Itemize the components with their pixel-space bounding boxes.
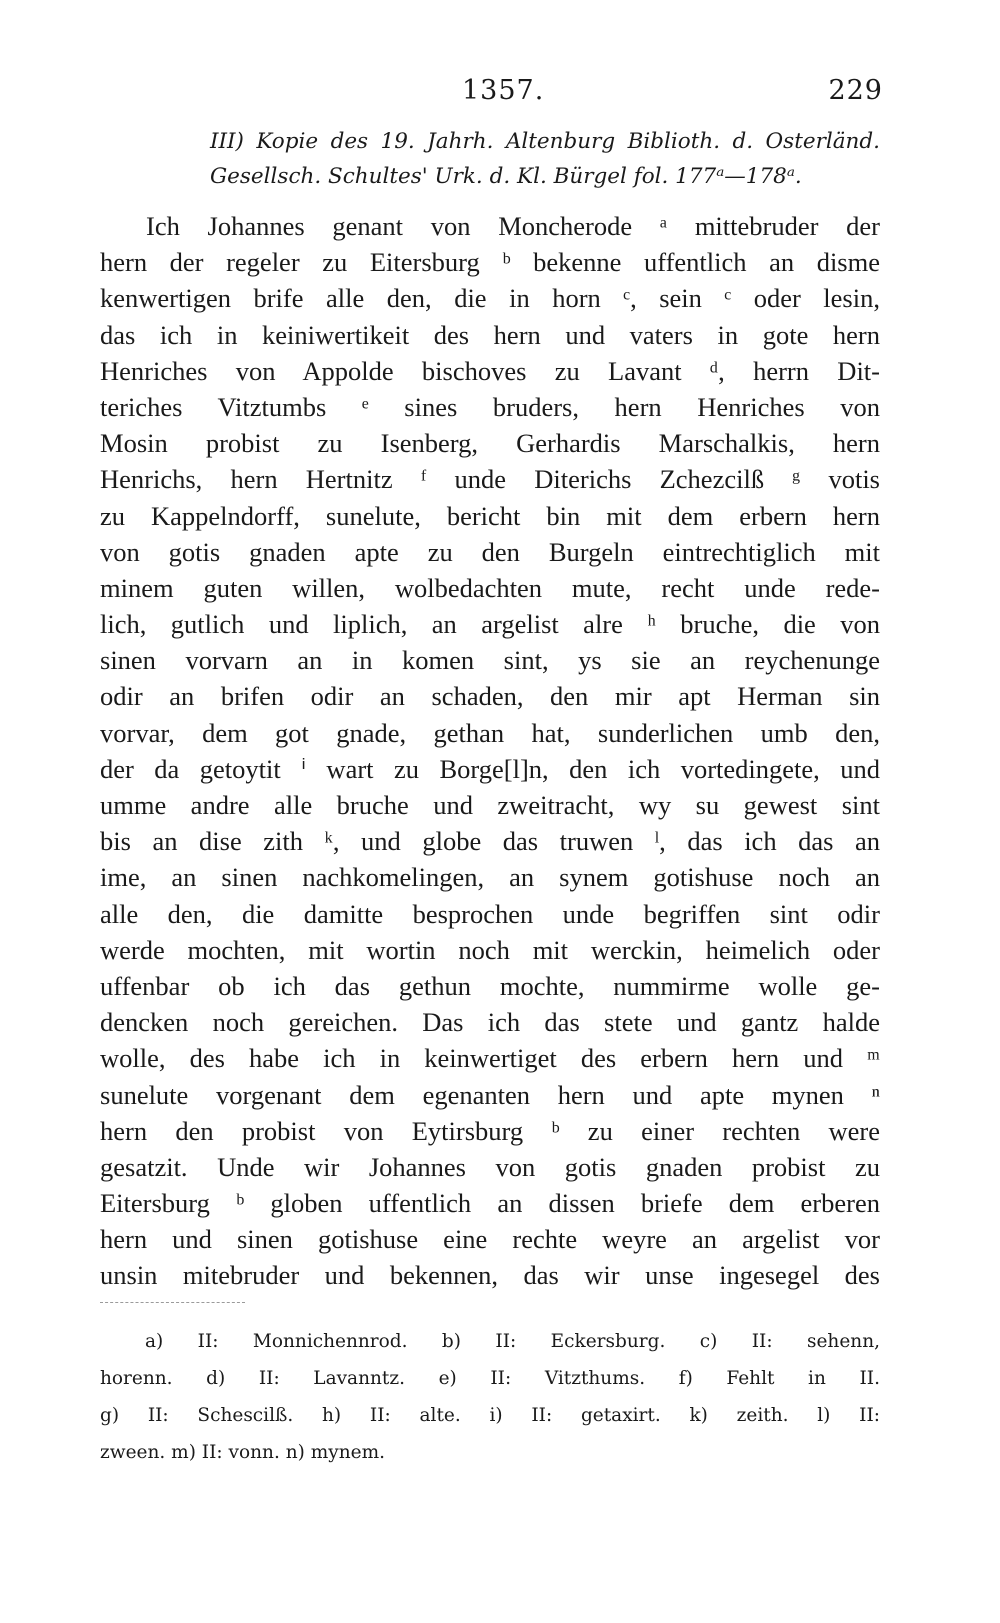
charter-text xyxy=(100,208,880,1294)
text-line: zu Kappelndorff, sunelute, bericht bin mit dem erbern hern xyxy=(100,500,880,531)
text-line: unsin mitebruder und bekennen, das wir unse ingesegel des xyxy=(100,1260,880,1291)
footnote-divider xyxy=(100,1302,245,1303)
text-line: sunelute vorgenant dem egenanten hern und apte mynen ⁿ xyxy=(100,1079,880,1110)
footnote-line: horenn. d) II: Lavanntz. e) II: Vitzthums. f) Fehlt in II. xyxy=(100,1368,880,1389)
text-line: Henriches von Appolde bischoves zu Lavant ᵈ, herrn Dit- xyxy=(100,355,880,386)
text-line: hern und sinen gotishuse eine rechte weyre an argelist vor xyxy=(100,1224,880,1255)
text-line: der da getoytit ⁱ wart zu Borge[l]n, den ich vortedingete, und xyxy=(100,753,880,784)
source-line: III) Kopie des 19. Jahrh. Altenburg Biblioth. d. Osterländ. xyxy=(210,129,880,154)
text-line: odir an brifen odir an schaden, den mir apt Herman sin xyxy=(100,681,880,712)
source-note xyxy=(210,124,880,194)
text-line: Eitersburg ᵇ globen uffentlich an dissen briefe dem erberen xyxy=(100,1188,880,1219)
page-number: 229 xyxy=(828,75,883,106)
text-line: sinen vorvarn an in komen sint, ys sie an reychenunge xyxy=(100,645,880,676)
text-line: hern der regeler zu Eitersburg ᵇ bekenne uffentlich an disme xyxy=(100,247,880,278)
text-line: dencken noch gereichen. Das ich das stete und gantz halde xyxy=(100,1007,880,1038)
text-line: alle den, die damitte besprochen unde begriffen sint odir xyxy=(100,898,880,929)
text-line: Henrichs, hern Hertnitz ᶠ unde Diterichs Zchezcilß ᵍ votis xyxy=(100,464,880,495)
footnotes xyxy=(100,1323,880,1471)
text-line: uffenbar ob ich das gethun mochte, nummirme wolle ge- xyxy=(100,970,880,1001)
text-line: bis an dise zith ᵏ, und globe das truwen ˡ, das ich das an xyxy=(100,826,880,857)
text-line: umme andre alle bruche und zweitracht, wy su gewest sint xyxy=(100,790,880,820)
text-line: lich, gutlich und liplich, an argelist alre ʰ bruche, die von xyxy=(100,609,880,640)
footnote-line: zween. m) II: vonn. n) mynem. xyxy=(100,1442,385,1463)
text-line: kenwertigen brife alle den, die in horn ᶜ, sein ᶜ oder lesin, xyxy=(100,283,880,314)
footnote-line: g) II: Schescilß. h) II: alte. i) II: getaxirt. k) zeith. l) II: xyxy=(100,1405,880,1426)
page-header xyxy=(0,75,1000,111)
source-line: Gesellsch. Schultes' Urk. d. Kl. Bürgel fol. 177ᵃ—178ᵃ. xyxy=(210,164,802,189)
footnote-line: a) II: Monnichennrod. b) II: Eckersburg. c) II: sehenn, xyxy=(145,1331,880,1352)
text-line: ime, an sinen nachkomelingen, an synem gotishuse noch an xyxy=(100,862,880,893)
text-line: hern den probist von Eytirsburg ᵇ zu einer rechten were xyxy=(100,1115,880,1146)
text-line: wolle, des habe ich in keinwertiget des erbern hern und ᵐ xyxy=(100,1043,880,1074)
text-line: minem guten willen, wolbedachten mute, recht unde rede- xyxy=(100,572,880,603)
text-line: Ich Johannes genant von Moncherode ᵃ mittebruder der xyxy=(146,211,880,241)
text-line: werde mochten, mit wortin noch mit werckin, heimelich oder xyxy=(100,934,880,965)
text-line: von gotis gnaden apte zu den Burgeln eintrechtiglich mit xyxy=(100,536,880,567)
text-line: das ich in keiniwertikeit des hern und vaters in gote hern xyxy=(100,319,880,350)
text-line: teriches Vitztumbs ᵉ sines bruders, hern Henriches von xyxy=(100,391,880,422)
text-line: vorvar, dem got gnade, gethan hat, sunderlichen umb den, xyxy=(100,717,880,748)
text-line: Mosin probist zu Isenberg, Gerhardis Marschalkis, hern xyxy=(100,428,880,459)
text-line: gesatzit. Unde wir Johannes von gotis gnaden probist zu xyxy=(100,1151,880,1182)
document-year: 1357. xyxy=(462,75,545,106)
